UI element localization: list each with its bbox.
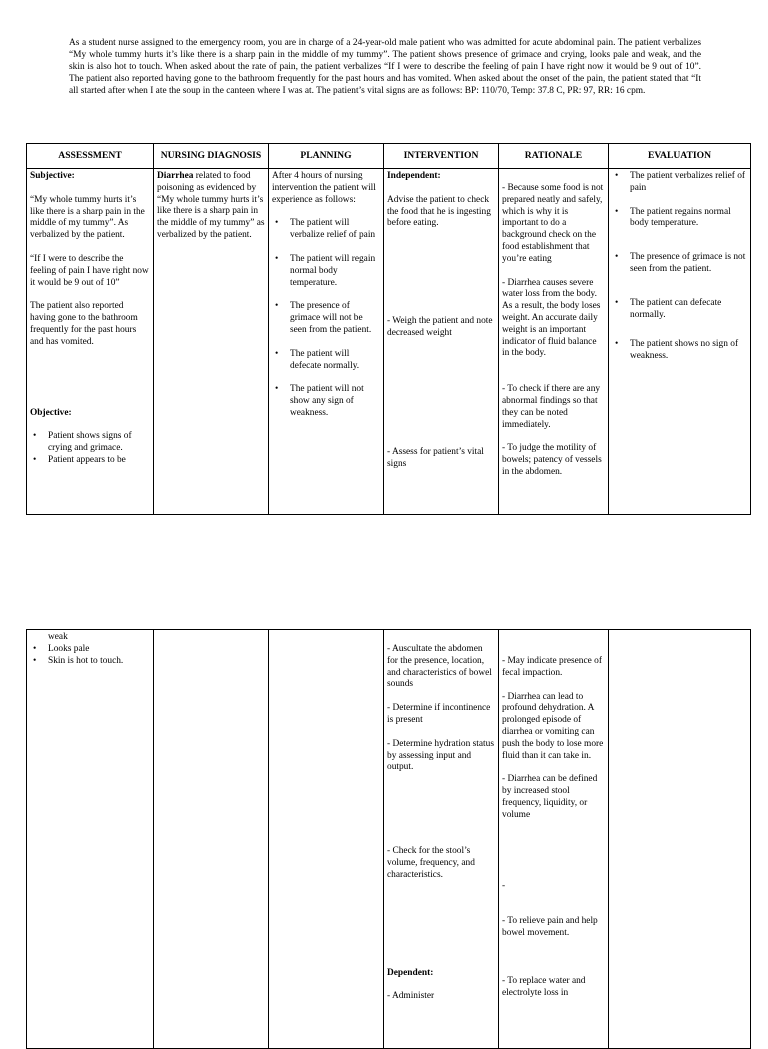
- table-row: [27, 169, 751, 515]
- case-scenario: [69, 37, 701, 97]
- intervention-item: - Check for the stool’s volume, frequency, and characteristics.: [387, 846, 475, 880]
- planning-goal: • The patient will regain normal body temperature.: [272, 254, 380, 289]
- rationale-item: - To replace water and electrolyte loss in: [502, 975, 586, 998]
- objective-item: • Patient appears to be: [30, 455, 150, 467]
- header-nursing-diagnosis: NURSING DIAGNOSIS: [154, 144, 269, 169]
- objective-label: Objective:: [30, 407, 72, 418]
- rationale-item: - Diarrhea can be defined by increased stool frequency, liquidity, or volume: [502, 774, 598, 820]
- care-plan-table-part-2: [26, 629, 751, 1049]
- evaluation-cell-continued: [609, 630, 751, 1049]
- planning-goal: • The patient will verbalize relief of pain: [272, 218, 380, 242]
- rationale-cell-continued: [499, 630, 609, 1049]
- intervention-item: - Administer: [387, 991, 435, 1002]
- planning-cell: [269, 169, 384, 515]
- assessment-cell-continued: [27, 630, 154, 1049]
- intervention-cell: [384, 169, 499, 515]
- header-planning: PLANNING: [269, 144, 384, 169]
- rationale-item: - Diarrhea can lead to profound dehydration. A prolonged episode of diarrhea or vomiting can push the body to lose more fluid than it can take in.: [502, 691, 604, 761]
- planning-goals-list: [272, 218, 380, 419]
- evaluation-cell: [609, 169, 751, 515]
- header-intervention: INTERVENTION: [384, 144, 499, 169]
- evaluation-item: • The patient verbalizes relief of pain: [612, 171, 747, 195]
- dependent-label: Dependent:: [387, 967, 434, 978]
- objective-item: • Skin is hot to touch.: [30, 656, 150, 668]
- objective-list-continued: [30, 644, 150, 668]
- header-assessment: ASSESSMENT: [27, 144, 154, 169]
- independent-label: Independent:: [387, 171, 441, 181]
- diagnosis-cell: [154, 169, 269, 515]
- rationale-item: - Because some food is not prepared neatly and safely, which is why it is important to do a background check on the food establishment that you’re eating: [502, 183, 604, 264]
- evaluation-item: • The patient regains normal body temperature.: [612, 207, 747, 231]
- rationale-item: - May indicate presence of fecal impaction.: [502, 656, 602, 678]
- evaluation-item: • The patient can defecate normally.: [612, 298, 747, 322]
- table-header-row: [27, 144, 751, 169]
- diagnosis-cell-continued: [154, 630, 269, 1049]
- diagnosis-term: Diarrhea: [157, 171, 194, 181]
- objective-item: • Looks pale: [30, 644, 150, 656]
- intervention-item: Advise the patient to check the food that he is ingesting before eating.: [387, 194, 491, 229]
- rationale-item: - Diarrhea causes severe water loss from the body. As a result, the body loses weight. An accurate daily weight is an important indicator of fluid balance in the body.: [502, 277, 601, 359]
- subjective-label: Subjective:: [30, 171, 75, 181]
- header-evaluation: EVALUATION: [609, 144, 751, 169]
- evaluation-item: • The patient shows no sign of weakness.: [612, 339, 747, 363]
- assessment-cell: [27, 169, 154, 515]
- rationale-cell: [499, 169, 609, 515]
- intervention-item: - Assess for patient’s vital signs: [387, 446, 484, 469]
- subjective-statement-3: The patient also reported having gone to the bathroom frequently for the past hours and has vomited.: [30, 301, 138, 347]
- evaluation-item: • The presence of grimace is not seen from the patient.: [612, 252, 747, 276]
- objective-item: • Patient shows signs of crying and grimace.: [30, 431, 150, 455]
- planning-goal: • The patient will not show any sign of weakness.: [272, 384, 380, 419]
- evaluation-list: [612, 171, 747, 363]
- objective-item-continued: weak: [48, 632, 68, 642]
- rationale-item: - To check if there are any abnormal findings so that they can be noted immediately.: [502, 384, 601, 430]
- intervention-item: - Weigh the patient and note decreased weight: [387, 316, 493, 338]
- planning-goal: • The patient will defecate normally.: [272, 349, 380, 373]
- rationale-item: - To relieve pain and help bowel movement.: [502, 916, 598, 939]
- intervention-item: - Determine hydration status by assessing input and output.: [387, 738, 495, 773]
- rationale-item: - To judge the motility of bowels; patency of vessels in the abdomen.: [502, 443, 602, 477]
- planning-goal: • The presence of grimace will not be seen from the patient.: [272, 301, 380, 336]
- diagnosis-text: related to food poisoning as evidenced by “My whole tummy hurts it’s like there is a sharp pain in the middle of my tummy” as verbalized by the patient.: [157, 171, 265, 240]
- table-row: [27, 630, 751, 1049]
- intervention-item: - Auscultate the abdomen for the presence, location, and characteristics of bowel sounds: [387, 644, 492, 690]
- objective-list: [30, 431, 150, 466]
- rationale-item: -: [502, 880, 506, 891]
- care-plan-table-part-1: [26, 143, 751, 515]
- subjective-statement-1: “My whole tummy hurts it’s like there is a sharp pain in the middle of my tummy”. As verbalized by the patient.: [30, 194, 145, 241]
- subjective-statement-2: “If I were to describe the feeling of pain I have right now it would be 9 out of 10”: [30, 253, 149, 288]
- header-rationale: RATIONALE: [499, 144, 609, 169]
- planning-cell-continued: [269, 630, 384, 1049]
- intervention-item: - Determine if incontinence is present: [387, 703, 491, 725]
- planning-intro: After 4 hours of nursing intervention the patient will experience as follows:: [272, 171, 376, 205]
- intervention-cell-continued: [384, 630, 499, 1049]
- scenario-text: As a student nurse assigned to the emergency room, you are in charge of a 24-year-old male patient who was admitted for acute abdominal pain. The patient verbalizes “My whole tummy hurts it’s like there is a sharp pain in the middle of my tummy”. The patient shows presence of grimace and crying, looks pale and weak, and the skin is also hot to touch. When asked about the rate of pain, the patient verbalizes “If I were to describe the feeling of pain I have right now it would be 9 out of 10”. The patient also reported having gone to the bathroom frequently for the past hours and has vomited. When asked about the onset of the pain, the patient stated that “It all started after when I ate the soup in the canteen where I was at. The patient’s vital signs are as follows: BP: 110/70, Temp: 37.8 C, PR: 97, RR: 16 cpm.: [69, 38, 701, 97]
